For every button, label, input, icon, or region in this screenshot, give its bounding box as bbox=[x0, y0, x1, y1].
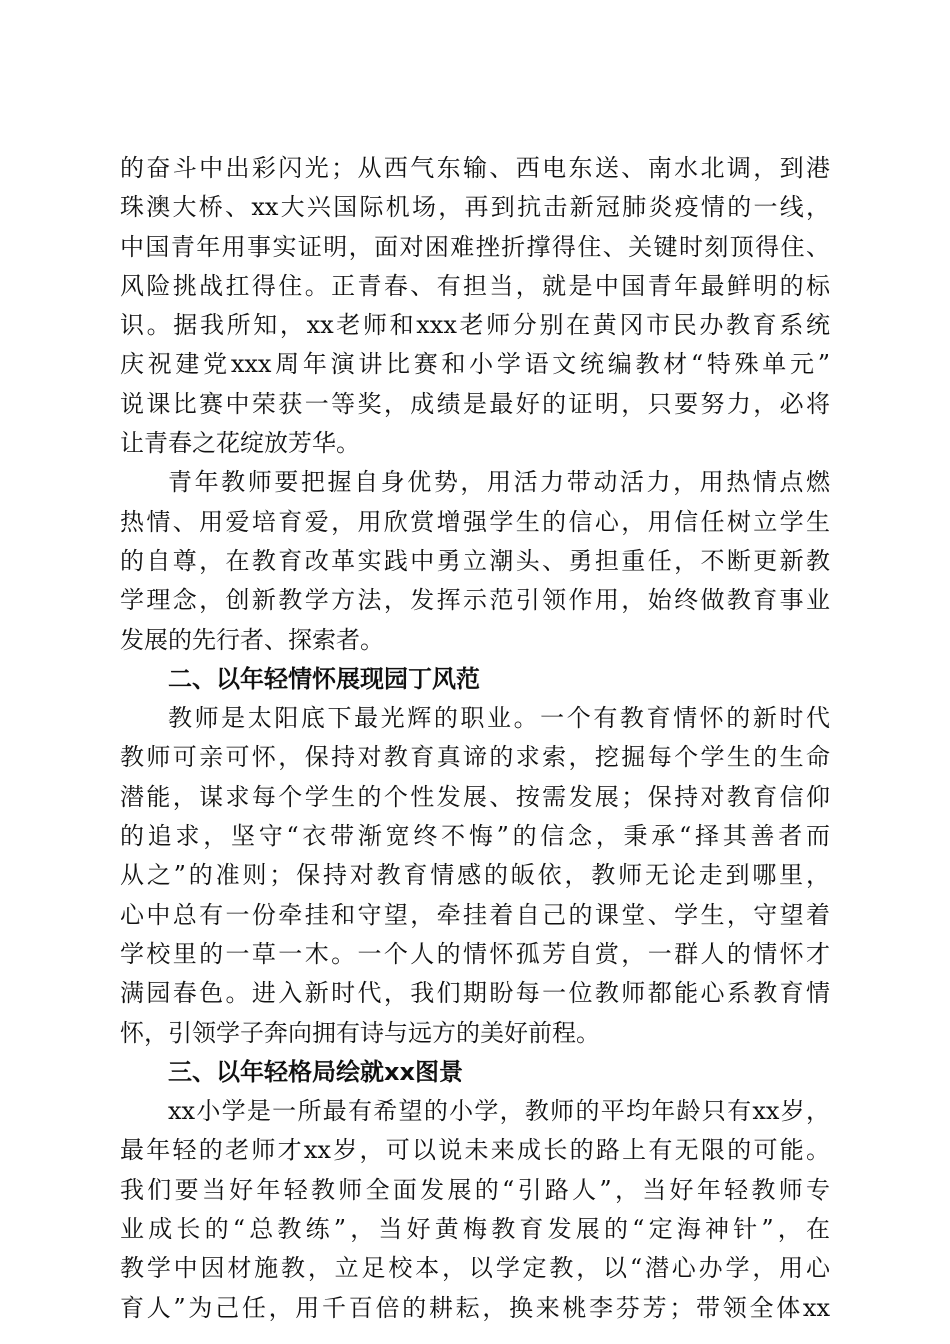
body-text-line: xx小学是一所最有希望的小学，教师的平均年龄只有xx岁， bbox=[168, 1097, 830, 1126]
body-text-line: 庆祝建党xxx周年演讲比赛和小学语文统编教材“特殊单元” bbox=[120, 350, 830, 379]
body-text-line: 珠澳大桥、xx大兴国际机场，再到抗击新冠肺炎疫情的一线， bbox=[120, 193, 830, 222]
body-text-line: 风险挑战扛得住。正青春、有担当，就是中国青年最鲜明的标 bbox=[120, 271, 830, 300]
body-text-line: 教师可亲可怀，保持对教育真谛的求索，挖掘每个学生的生命 bbox=[120, 743, 830, 772]
body-text-line: 我们要当好年轻教师全面发展的“引路人”，当好年轻教师专 bbox=[120, 1175, 830, 1204]
body-text-line: 说课比赛中荣获一等奖，成绩是最好的证明，只要努力，必将 bbox=[120, 389, 830, 418]
body-text-line: 的奋斗中出彩闪光；从西气东输、西电东送、南水北调，到港 bbox=[120, 154, 830, 182]
body-text-line: 业成长的“总教练”，当好黄梅教育发展的“定海神针”，在 bbox=[120, 1215, 830, 1244]
body-text-line: 中国青年用事实证明，面对困难挫折撑得住、关键时刻顶得住、 bbox=[120, 232, 830, 261]
body-text-line: 学理念，创新教学方法，发挥示范引领作用，始终做教育事业 bbox=[120, 586, 830, 615]
body-text-line: 从之”的准则；保持对教育情感的皈依，教师无论走到哪里， bbox=[120, 861, 830, 890]
section-heading: 二、以年轻情怀展现园丁风范 bbox=[168, 664, 480, 693]
body-text-line: 学校里的一草一木。一个人的情怀孤芳自赏，一群人的情怀才 bbox=[120, 939, 830, 968]
body-text-line: 最年轻的老师才xx岁，可以说未来成长的路上有无限的可能。 bbox=[120, 1136, 830, 1165]
body-text-line: 育人”为己任，用千百倍的耕耘，换来桃李芬芳；带领全体xx bbox=[120, 1293, 830, 1322]
body-text-line: 教学中因材施教，立足校本，以学定教，以“潜心办学，用心 bbox=[120, 1254, 830, 1283]
body-text-line: 满园春色。进入新时代，我们期盼每一位教师都能心系教育情 bbox=[120, 979, 830, 1008]
body-text-line: 教师是太阳底下最光辉的职业。一个有教育情怀的新时代 bbox=[168, 704, 830, 733]
body-text-line: 心中总有一份牵挂和守望，牵挂着自己的课堂、学生，守望着 bbox=[120, 900, 830, 929]
document-body bbox=[120, 149, 830, 1328]
body-text-line: 让青春之花绽放芳华。 bbox=[120, 429, 360, 458]
body-text-line: 潜能，谋求每个学生的个性发展、按需发展；保持对教育信仰 bbox=[120, 782, 830, 811]
body-text-line: 识。据我所知，xx老师和xxx老师分别在黄冈市民办教育系统 bbox=[120, 311, 830, 340]
body-text-line: 热情、用爱培育爱，用欣赏增强学生的信心，用信任树立学生 bbox=[120, 507, 830, 536]
body-text-line: 的自尊，在教育改革实践中勇立潮头、勇担重任，不断更新教 bbox=[120, 546, 830, 575]
body-text-line: 青年教师要把握自身优势，用活力带动活力，用热情点燃 bbox=[168, 468, 830, 497]
section-heading: 三、以年轻格局绘就xx图景 bbox=[168, 1057, 463, 1086]
body-text-line: 发展的先行者、探索者。 bbox=[120, 625, 384, 654]
body-text-line: 的追求，坚守“衣带渐宽终不悔”的信念，秉承“择其善者而 bbox=[120, 822, 830, 851]
body-text-line: 怀，引领学子奔向拥有诗与远方的美好前程。 bbox=[120, 1018, 600, 1047]
